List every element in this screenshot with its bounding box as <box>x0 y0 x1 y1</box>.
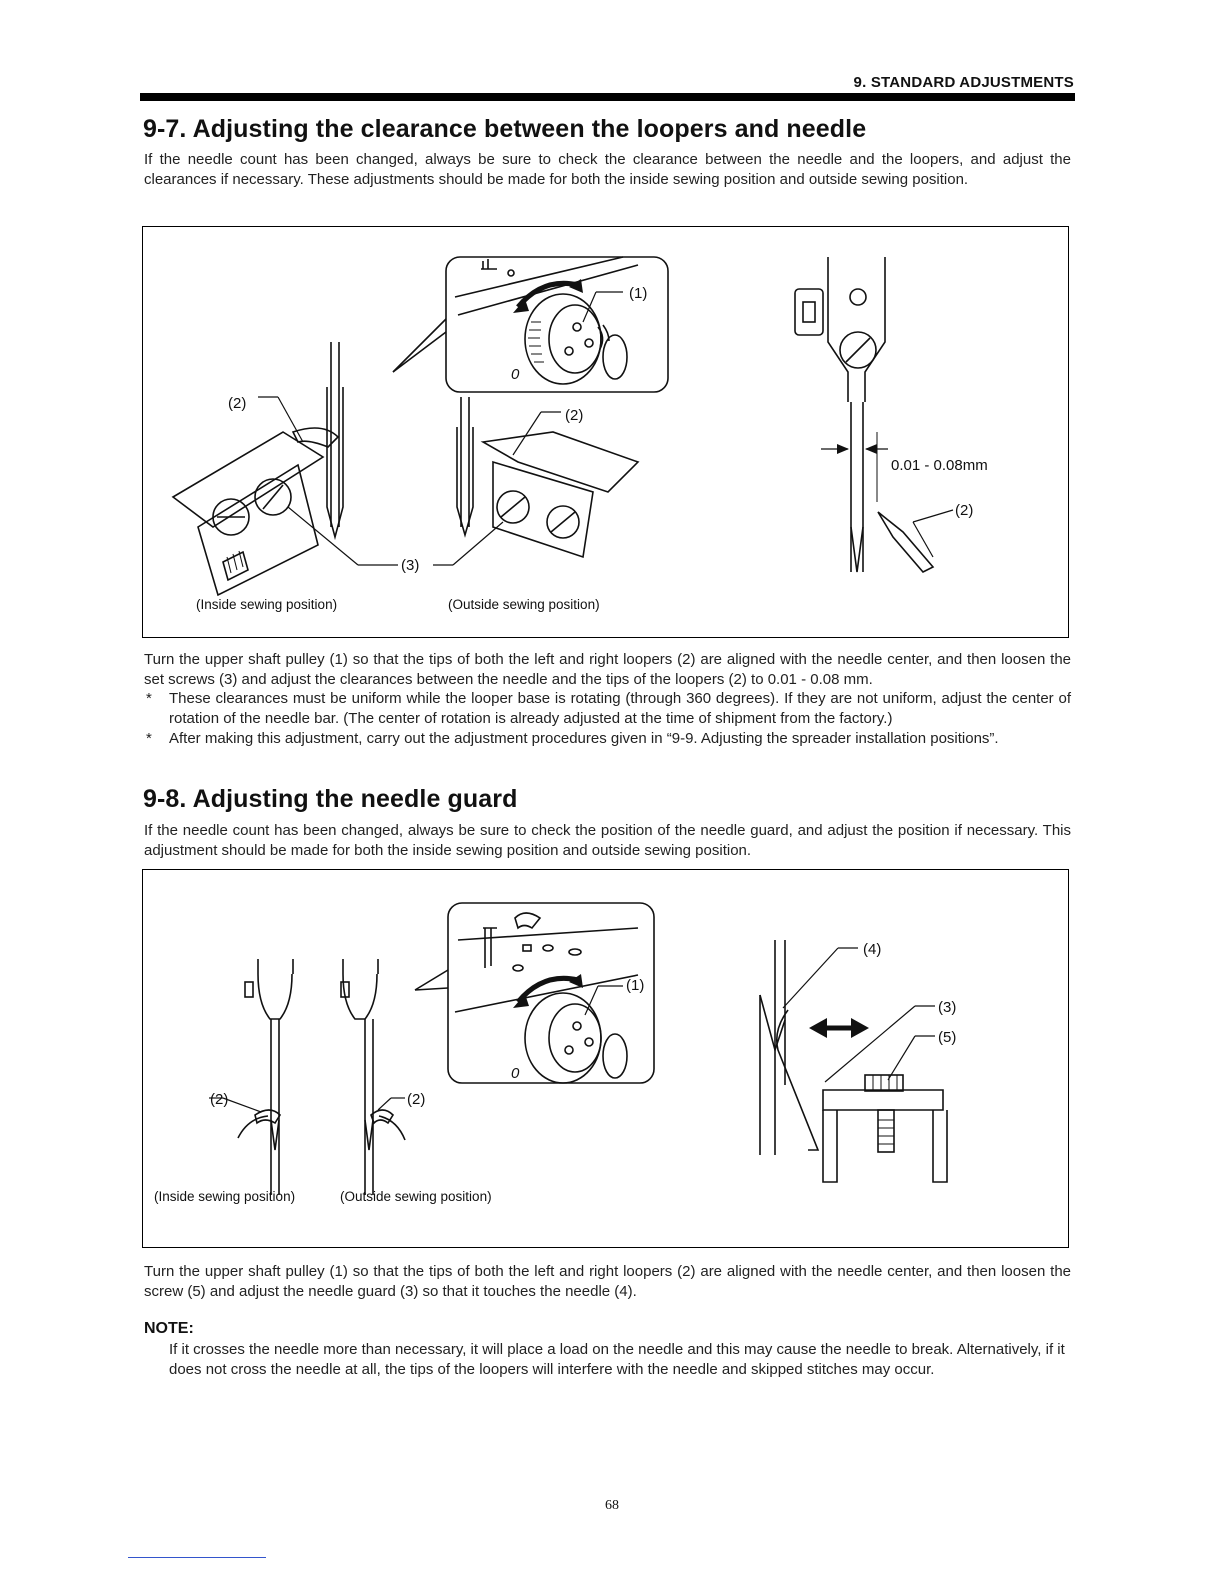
caption-inside-sewing: (Inside sewing position) <box>196 597 338 612</box>
pulley-inset-frame <box>446 257 668 392</box>
label-looper-2-middle: (2) <box>565 407 584 424</box>
inset-pointer-line-b <box>393 319 446 372</box>
label-needle-guard-3: (3) <box>938 999 957 1016</box>
label-set-screws-3: (3) <box>401 557 420 574</box>
label-clearance: 0.01 - 0.08mm <box>891 457 988 474</box>
needle-guard-illustration <box>143 870 1070 1249</box>
inset-pointer-line-a <box>393 332 446 372</box>
running-header: 9. STANDARD ADJUSTMENTS <box>853 74 1074 91</box>
header-rule <box>140 93 1075 101</box>
note-item <box>144 689 1071 729</box>
needle-guard <box>777 1010 818 1150</box>
section-9-7-notes <box>144 689 1071 749</box>
label-looper-2-right: (2) <box>955 502 974 519</box>
section-9-8-title: 9-8. Adjusting the needle guard <box>143 785 518 813</box>
label-looper-2-inside: (2) <box>210 1091 229 1108</box>
note-heading: NOTE: <box>144 1320 194 1337</box>
label-pulley-1-b: (1) <box>626 977 645 994</box>
figure-needle-guard <box>142 869 1069 1248</box>
caption-outside-sewing-2: (Outside sewing position) <box>340 1189 492 1204</box>
figure-looper-clearance <box>142 226 1069 638</box>
label-screw-5: (5) <box>938 1029 957 1046</box>
note-item <box>144 729 1071 749</box>
note-text: After making this adjustment, carry out the adjustment procedures given in “9-9. Adjusting the spreader installation positions”. <box>169 730 999 747</box>
note-bullet: * <box>146 690 152 707</box>
section-9-8-instruction: Turn the upper shaft pulley (1) so that the tips of both the left and right loopers (2) are aligned with the needle center, and then loosen the screw (5) and adjust the needle guard (3) so that it touches the needle (4). <box>144 1263 1071 1300</box>
footer-link-underline <box>128 1557 266 1558</box>
label-pulley-1: (1) <box>629 285 648 302</box>
page-number: 68 <box>605 1498 619 1513</box>
section-9-7-intro: If the needle count has been changed, always be sure to check the clearance between the needle and the loopers, and adjust the clearances if necessary. These adjustments should be made for both the inside sewing position and outside sewing position. <box>144 151 1071 188</box>
label-looper-2-outside: (2) <box>407 1091 426 1108</box>
needle-bar-right <box>828 257 885 402</box>
looper-clearance-illustration <box>143 227 1070 639</box>
label-needle-4: (4) <box>863 941 882 958</box>
needle-clamp-left <box>258 959 293 1019</box>
caption-inside-sewing-2: (Inside sewing position) <box>154 1189 296 1204</box>
section-9-8-intro: If the needle count has been changed, always be sure to check the position of the needle guard, and adjust the position if necessary. This adjustment should be made for both the inside sewing position and outside sewing position. <box>144 822 1071 859</box>
svg-text:0: 0 <box>511 1065 520 1082</box>
svg-text:0: 0 <box>511 366 520 383</box>
section-9-7-title: 9-7. Adjusting the clearance between the loopers and needle <box>143 115 867 143</box>
note-text: These clearances must be uniform while the looper base is rotating (through 360 degrees). If they are not uniform, adjust the center of rotation of the needle bar. (The center of rotation is already adjusted at the time of shipment from the factory.) <box>169 690 1071 727</box>
section-9-7-instruction: Turn the upper shaft pulley (1) so that the tips of both the left and right loopers (2) are aligned with the needle center, and then loosen the set screws (3) and adjust the clearances between the needle and the tips of the loopers (2) to 0.01 - 0.08 mm. <box>144 651 1071 688</box>
caption-outside-sewing: (Outside sewing position) <box>448 597 600 612</box>
note-body: If it crosses the needle more than necessary, it will place a load on the needle and this may cause the needle to break. Alternatively, if it does not cross the needle at all, the tips of the loopers will interfere with the needle and skipped stitches may occur. <box>169 1341 1065 1378</box>
label-looper-2-left: (2) <box>228 395 247 412</box>
note-bullet: * <box>146 730 152 747</box>
